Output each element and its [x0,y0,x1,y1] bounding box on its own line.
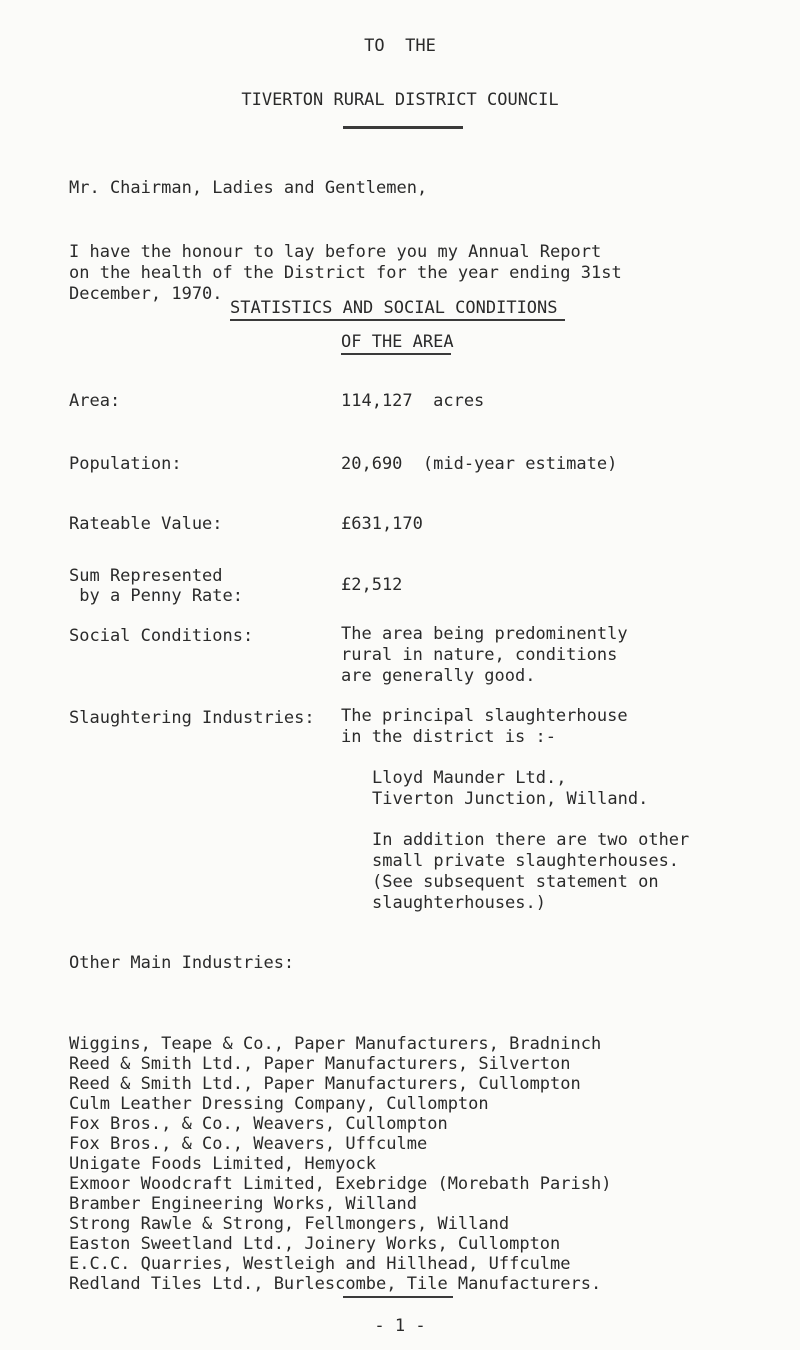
penny-rate-value: £2,512 [341,575,403,595]
social-line-3: are generally good. [341,666,536,686]
slaughtering-value [341,706,628,748]
slaughterhouse-company [372,768,648,810]
slaughtering-label: Slaughtering Industries: [69,708,315,728]
council-name: TIVERTON RURAL DISTRICT COUNCIL [241,90,559,110]
list-item: Bramber Engineering Works, Willand [69,1194,417,1214]
section-heading: STATISTICS AND SOCIAL CONDITIONS [230,298,558,318]
intro-line-1: I have the honour to lay before you my Annual Report [69,242,602,262]
other-industries-label: Other Main Industries: [69,953,295,973]
section-heading-underline [230,319,565,321]
intro-line-2: on the health of the District for the year ending 31st [69,263,622,283]
addition-line-3: (See subsequent statement on [372,872,659,892]
list-item: Fox Bros., & Co., Weavers, Cullompton [69,1114,448,1134]
page-number: - 1 - [374,1316,426,1336]
population-label: Population: [69,454,182,474]
area-label: Area: [69,391,121,411]
list-item: Reed & Smith Ltd., Paper Manufacturers, Cullompton [69,1074,581,1094]
population-value: 20,690 (mid-year estimate) [341,454,618,474]
list-item: Easton Sweetland Ltd., Joinery Works, Cullompton [69,1234,561,1254]
list-item: Reed & Smith Ltd., Paper Manufacturers, Silverton [69,1054,571,1074]
list-item: Culm Leather Dressing Company, Cullompton [69,1094,489,1114]
list-item: Exmoor Woodcraft Limited, Exebridge (Morebath Parish) [69,1174,612,1194]
rateable-value-label: Rateable Value: [69,514,223,534]
addition-line-4: slaughterhouses.) [372,893,546,913]
salutation: Mr. Chairman, Ladies and Gentlemen, [69,178,428,198]
company-line-1: Lloyd Maunder Ltd., [372,768,567,788]
list-item: Fox Bros., & Co., Weavers, Uffculme [69,1134,428,1154]
list-item: Strong Rawle & Strong, Fellmongers, Willand [69,1214,510,1234]
section-subheading: OF THE AREA [341,332,454,352]
list-item: Redland Tiles Ltd., Burlescombe, Tile Manufacturers. [69,1274,602,1294]
social-conditions-label: Social Conditions: [69,626,254,646]
footer-rule [343,1296,453,1298]
slaughter-line-1: The principal slaughterhouse [341,706,628,726]
header-to-the: TO THE [364,36,436,56]
list-item: E.C.C. Quarries, Westleigh and Hillhead, Uffculme [69,1254,571,1274]
social-conditions-value [341,624,628,687]
social-line-1: The area being predominently [341,624,628,644]
industries-list [69,1014,611,1314]
social-line-2: rural in nature, conditions [341,645,618,665]
slaughter-addition [372,830,689,914]
section-subheading-underline [341,353,451,355]
company-line-2: Tiverton Junction, Willand. [372,789,649,809]
penny-rate-label-line-2: by a Penny Rate: [69,586,243,606]
rateable-value: £631,170 [341,514,423,534]
penny-rate-label [69,566,243,606]
addition-line-2: small private slaughterhouses. [372,851,680,871]
slaughter-line-2: in the district is :- [341,727,556,747]
intro-line-3: December, 1970. [69,284,223,304]
area-value: 114,127 acres [341,391,485,411]
header-rule [343,126,463,129]
list-item: Unigate Foods Limited, Hemyock [69,1154,377,1174]
penny-rate-label-line-1: Sum Represented [69,566,223,586]
list-item: Wiggins, Teape & Co., Paper Manufacturers, Bradninch [69,1034,602,1054]
addition-line-1: In addition there are two other [372,830,690,850]
